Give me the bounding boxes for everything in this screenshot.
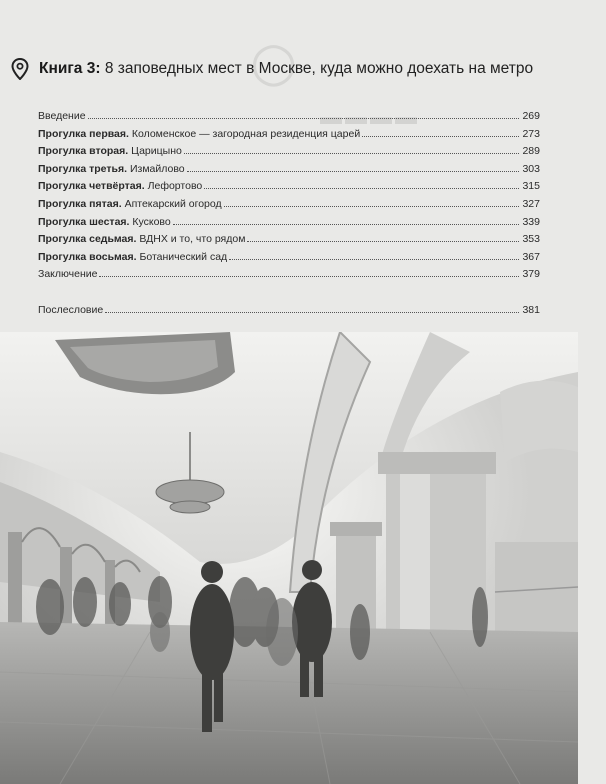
toc-entry-label xyxy=(38,304,103,316)
toc-entry xyxy=(38,268,540,286)
toc-entry xyxy=(38,163,540,181)
dot-leader xyxy=(362,136,519,137)
book-title: 8 заповедных мест в Москве, куда можно доехать на метро xyxy=(104,60,534,77)
dot-leader xyxy=(224,206,519,207)
toc-entry xyxy=(38,251,540,269)
toc-walk-number: Прогулка восьмая. xyxy=(38,250,137,263)
dot-leader xyxy=(204,188,519,189)
dot-leader xyxy=(173,224,519,225)
toc-entry xyxy=(38,128,540,146)
toc-entry xyxy=(38,180,540,198)
toc-entry-text: Послесловие xyxy=(38,303,104,316)
toc-entry-text: Коломенское — загородная резиденция царей xyxy=(131,127,361,140)
toc-page-number: 353 xyxy=(522,233,540,246)
toc-walk-number: Прогулка пятая. xyxy=(38,197,122,210)
toc-entry-text: Лефортово xyxy=(147,180,203,193)
book-label: Книга 3: xyxy=(39,60,101,77)
location-pin-icon xyxy=(11,58,29,80)
toc-entry-label xyxy=(38,251,227,263)
section-header xyxy=(11,56,601,82)
toc-walk-number: Прогулка вторая. xyxy=(38,145,129,158)
dot-leader xyxy=(247,241,519,242)
toc-entry-label xyxy=(38,110,86,122)
toc-entry-label xyxy=(38,268,97,280)
toc-entry-label xyxy=(38,145,182,157)
toc-entry xyxy=(38,304,540,322)
toc-entry-label xyxy=(38,198,222,210)
toc-walk-number: Прогулка шестая. xyxy=(38,215,130,228)
dot-leader xyxy=(229,259,519,260)
toc-entry xyxy=(38,145,540,163)
toc-page-number: 303 xyxy=(522,162,540,175)
toc-entry-label xyxy=(38,128,360,140)
toc-page-number: 379 xyxy=(522,268,540,281)
toc-entry-text: Ботанический сад xyxy=(139,250,228,263)
toc-entry-text: Аптекарский огород xyxy=(124,197,222,210)
toc-page-number: 367 xyxy=(522,250,540,263)
toc-page-number: 315 xyxy=(522,180,540,193)
dot-leader xyxy=(88,118,519,119)
toc-entry-text: Введение xyxy=(38,110,86,122)
toc-entry-text: Заключение xyxy=(38,268,98,281)
dot-leader xyxy=(187,171,519,172)
toc-walk-number: Прогулка третья. xyxy=(38,162,128,175)
section-title xyxy=(39,60,533,78)
toc-page-number: 269 xyxy=(522,110,540,122)
background-watermark: ○ xyxy=(250,30,304,93)
toc-entry-text: Измайлово xyxy=(129,162,185,175)
toc-entry-label xyxy=(38,233,245,245)
metro-station-photo xyxy=(0,332,578,784)
toc-entry xyxy=(38,198,540,216)
toc-entry-label xyxy=(38,216,171,228)
toc-page-number: 381 xyxy=(522,303,540,316)
toc-entry-label xyxy=(38,163,185,175)
toc-page-number: 289 xyxy=(522,145,540,158)
toc-walk-number: Прогулка седьмая. xyxy=(38,233,137,246)
toc-page-number: 273 xyxy=(522,127,540,140)
toc-entry xyxy=(38,216,540,234)
toc-walk-number: Прогулка четвёртая. xyxy=(38,180,145,193)
toc-walk-number: Прогулка первая. xyxy=(38,127,129,140)
dot-leader xyxy=(184,153,519,154)
toc-page-number: 339 xyxy=(522,215,540,228)
toc-page-number: 327 xyxy=(522,197,540,210)
toc-entry xyxy=(38,110,540,128)
toc-entry-text: ВДНХ и то, что рядом xyxy=(139,233,246,246)
toc-entry xyxy=(38,233,540,251)
toc-entry-text: Царицыно xyxy=(131,145,182,158)
dot-leader xyxy=(99,276,519,277)
bleed-through-text: ▬▬▬▬ xyxy=(320,104,420,129)
table-of-contents xyxy=(38,110,540,322)
toc-entry-label xyxy=(38,180,202,192)
toc-entry-text: Кусково xyxy=(132,215,171,228)
dot-leader xyxy=(105,312,519,313)
